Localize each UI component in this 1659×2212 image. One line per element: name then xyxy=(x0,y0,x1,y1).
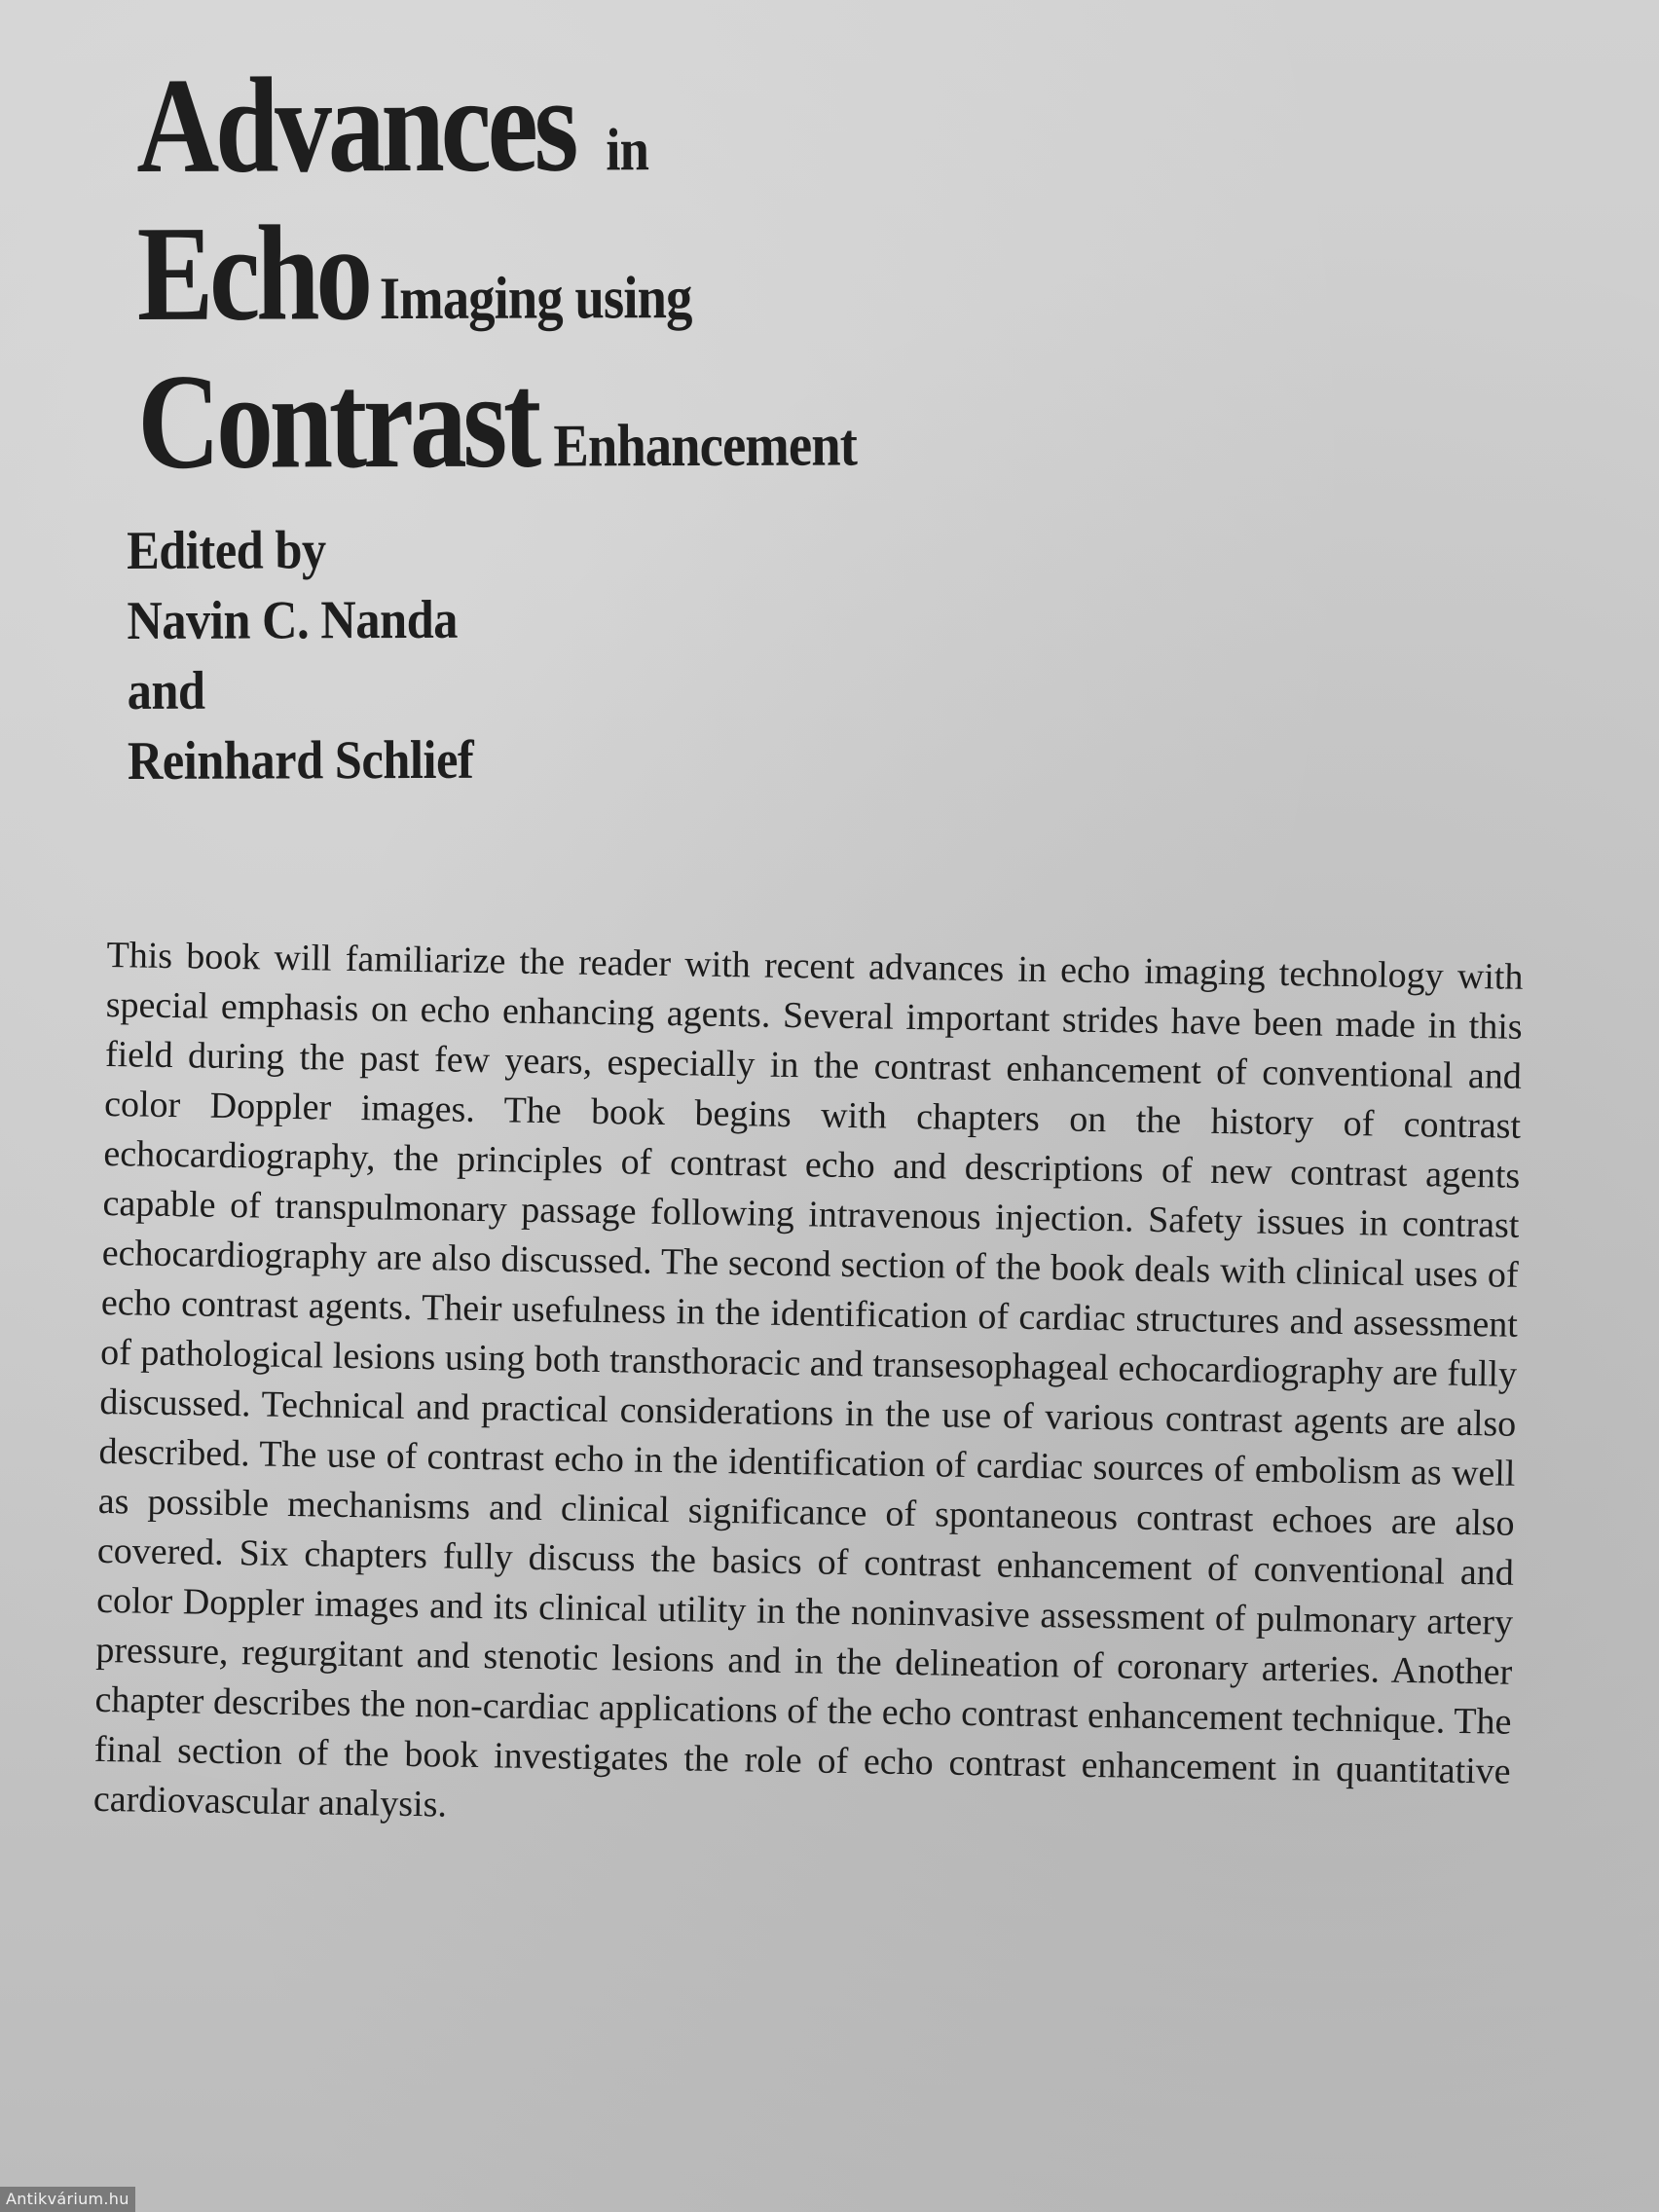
edited-by-label: Edited by xyxy=(127,520,326,581)
title-word-in: in xyxy=(605,117,648,184)
title-word-advances: Advances xyxy=(135,49,575,202)
watermark: Antikvárium.hu xyxy=(0,2187,135,2212)
editors-conjunction: and xyxy=(127,660,205,721)
book-description: This book will familiarize the reader with recent advances in echo imaging technology with special emphasis on echo enhancing agents. Several important strides have been made in this field during the past few years, especially in the contrast enhancement of conventional and color Doppler images. The book begins with chapters on the history of contrast echocardiography, the principles of contrast echo and descriptions of new contrast agents capable of transpulmonary passage following intravenous injection. Safety issues in contrast echocardiography are also discussed. The second section of the book deals with clinical uses of echo contrast agents. Their usefulness in the identification of cardiac structures and assessment of pathological lesions using both transthoracic and transesophageal echocardiography are fully discussed. Technical and practical considerations in the use of various contrast agents are also described. The use of contrast echo in the identification of cardiac sources of embolism as well as possible mechanisms and clinical significance of spontaneous contrast echoes are also covered. Six chapters fully discuss the basics of contrast enhancement of conventional and color Doppler images and its clinical utility in the noninvasive assessment of pulmonary artery pressure, regurgitant and stenotic lesions and in the delineation of coronary arteries. Another chapter describes the non-cardiac applications of the echo contrast enhancement technique. The final section of the book investigates the role of echo contrast enhancement in quantitative cardiovascular analysis. xyxy=(92,934,1524,1825)
title-word-enhancement: Enhancement xyxy=(553,412,857,480)
editor-name-2: Reinhard Schlief xyxy=(127,729,474,792)
editor-name-1: Navin C. Nanda xyxy=(127,589,459,651)
title-line-3 xyxy=(137,345,1208,498)
title-word-contrast: Contrast xyxy=(137,345,538,498)
title-line-2 xyxy=(136,198,1208,350)
editors-block xyxy=(127,514,809,796)
book-title xyxy=(135,49,1209,498)
title-line-1 xyxy=(135,49,1207,202)
title-words-imaging-using: Imaging using xyxy=(380,265,692,333)
title-word-echo: Echo xyxy=(136,198,370,350)
